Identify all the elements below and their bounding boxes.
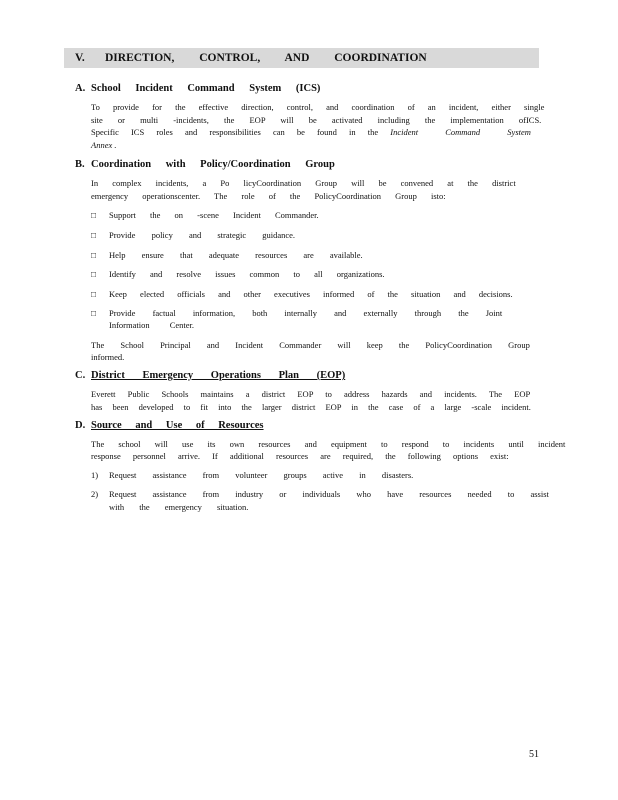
bullet-3-icon: □ — [91, 250, 97, 260]
page-number: 51 — [529, 749, 539, 760]
subsection-a-letter: A. — [75, 83, 86, 94]
subsection-b-closing-1: The School Principal and Incident Commander will keep the PolicyCoordination Group — [91, 340, 530, 350]
bullet-6-icon: □ — [91, 308, 97, 318]
subsection-c-letter: C. — [75, 370, 86, 381]
bullet-3-text: Help ensure that adequate resources are available. — [109, 250, 363, 260]
subsection-c-line-2: has been developed to fit into the larger district EOP in the case of a large -scale incident. — [91, 402, 531, 412]
bullet-6-text: Provide factual information, both internally and externally through the Joint — [109, 308, 503, 318]
subsection-a-line-1: To provide for the effective direction, control, and coordination of an incident, either single — [91, 102, 545, 112]
numbered-item-1-marker: 1) — [91, 470, 99, 480]
subsection-c-title: District Emergency Operations Plan (EOP) — [91, 370, 346, 381]
subsection-b-line-1: In complex incidents, a Po licyCoordination Group will be convened at the district — [91, 178, 516, 188]
subsection-a-title: School Incident Command System (ICS) — [91, 83, 321, 94]
numbered-item-2-continuation: with the emergency situation. — [109, 502, 249, 512]
bullet-4-icon: □ — [91, 269, 97, 279]
bullet-1-icon: □ — [91, 210, 97, 220]
subsection-a-line-3-text: Specific ICS roles and responsibilities can be found in the — [91, 127, 379, 137]
subsection-b-closing-2: informed. — [91, 352, 125, 362]
subsection-d-line-2: response personnel arrive. If additional resources are required, the following options exist: — [91, 451, 509, 461]
subsection-a-line-4: Annex . — [91, 140, 117, 150]
subsection-b-title: Coordination with Policy/Coordination Group — [91, 159, 335, 170]
numbered-item-2-text: Request assistance from industry or individuals who have resources needed to assist — [109, 489, 549, 499]
bullet-1-text: Support the on -scene Incident Commander. — [109, 210, 319, 220]
bullet-2-icon: □ — [91, 230, 97, 240]
bullet-6-continuation: Information Center. — [109, 320, 195, 330]
section-title: DIRECTION, CONTROL, AND COORDINATION — [105, 52, 427, 64]
ics-annex-reference: Incident Command System — [390, 127, 531, 137]
section-number: V. — [75, 52, 85, 64]
bullet-2-text: Provide policy and strategic guidance. — [109, 230, 296, 240]
subsection-d-title: Source and Use of Resources — [91, 420, 264, 431]
subsection-d-letter: D. — [75, 420, 86, 431]
bullet-4-text: Identify and resolve issues common to all organizations. — [109, 269, 385, 279]
bullet-5-icon: □ — [91, 289, 97, 299]
subsection-a-line-2: site or multi -incidents, the EOP will be activated including the implementation ofICS. — [91, 115, 542, 125]
subsection-d-line-1: The school will use its own resources and equipment to respond to incidents until incident — [91, 439, 566, 449]
bullet-5-text: Keep elected officials and other executives informed of the situation and decisions. — [109, 289, 513, 299]
subsection-a-line-3 — [91, 127, 531, 137]
subsection-b-letter: B. — [75, 159, 85, 170]
subsection-b-line-2: emergency operationscenter. The role of the PolicyCoordination Group isto: — [91, 191, 446, 201]
numbered-item-1-text: Request assistance from volunteer groups active in disasters. — [109, 470, 414, 480]
numbered-item-2-marker: 2) — [91, 489, 99, 499]
subsection-c-line-1: Everett Public Schools maintains a district EOP to address hazards and incidents. The EOP — [91, 389, 531, 399]
